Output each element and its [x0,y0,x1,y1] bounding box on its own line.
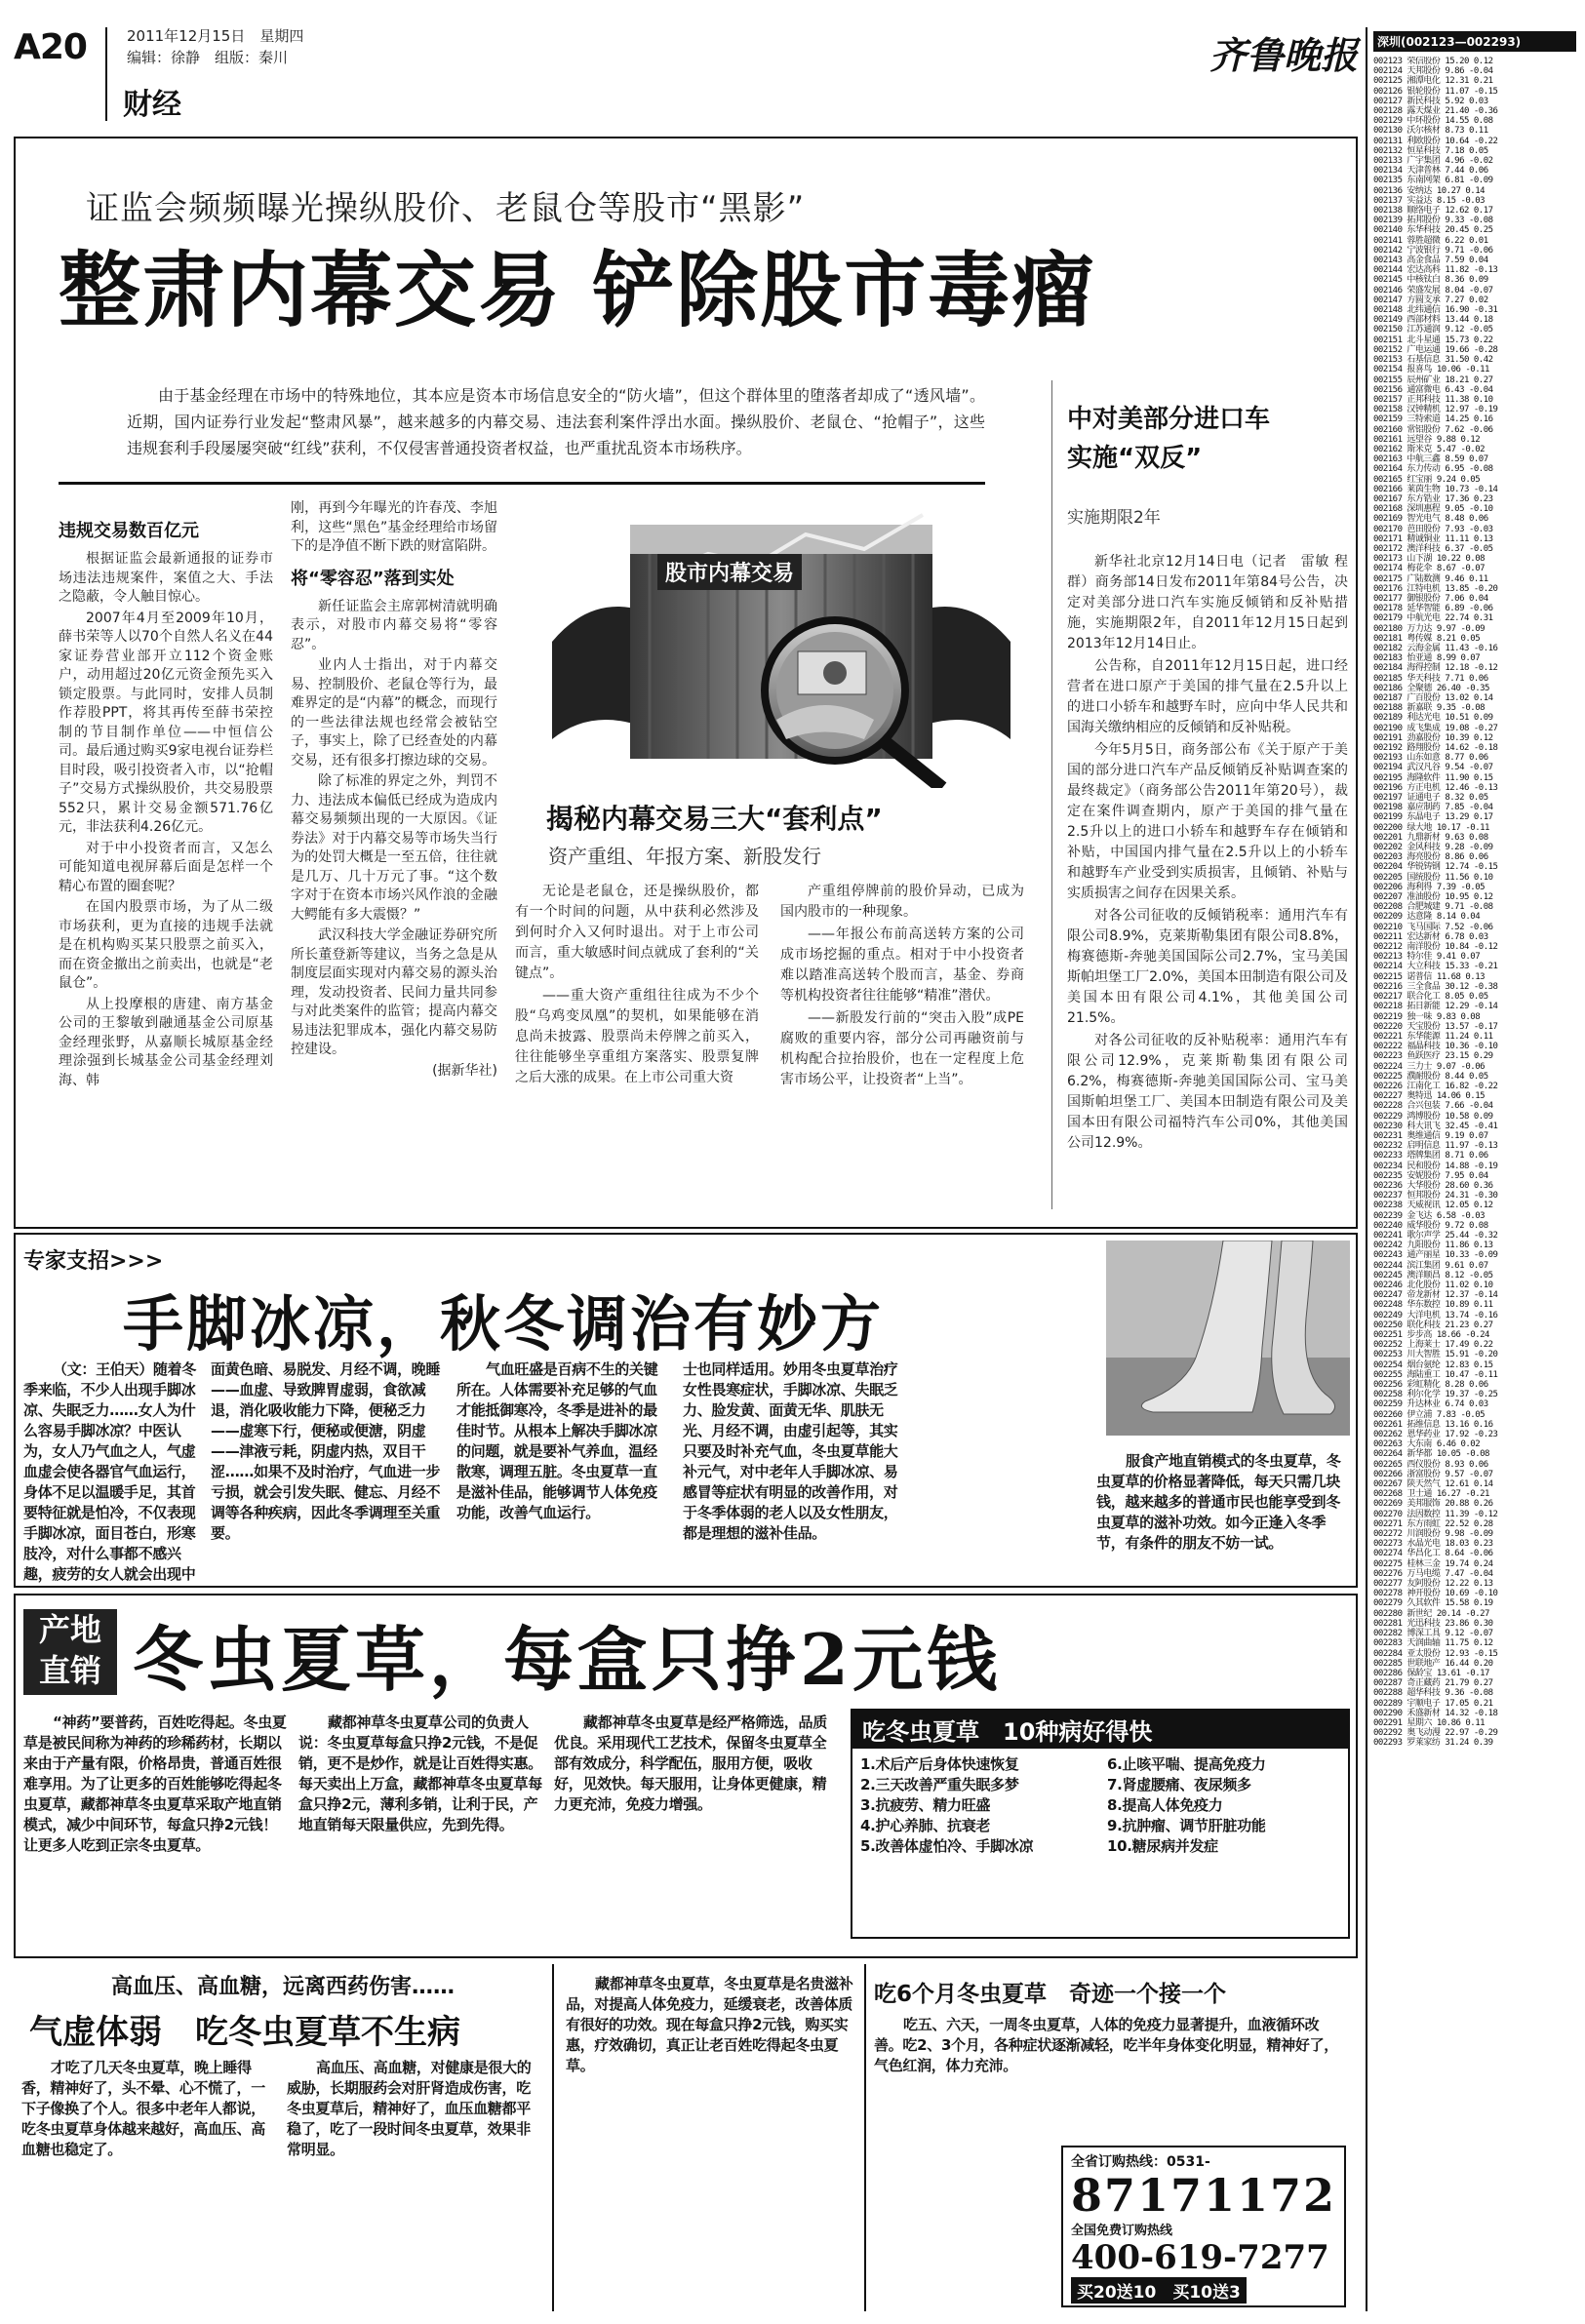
tag-line-1: 产地 [38,1611,101,1648]
stock-row: 002123 荣信股份 15.20 0.12 [1373,57,1493,66]
stock-table [1373,57,1573,2309]
stock-row: 002285 世联地产 16.44 0.20 [1373,1658,1493,1669]
stock-row: 002127 新民科技 5.92 0.03 [1373,96,1488,106]
stock-row: 002210 飞马国际 7.52 -0.06 [1373,922,1493,932]
stock-table-header: 深圳(002123—002293) [1373,31,1576,52]
ad2-col-c [554,1713,837,1815]
stock-row: 002224 三力士 9.07 -0.06 [1373,1061,1486,1072]
stock-row: 002138 顺络电子 12.62 0.17 [1373,206,1493,217]
stock-row: 002219 独一味 9.83 0.08 [1373,1011,1481,1022]
stock-row: 002157 正邦科技 11.38 0.10 [1373,394,1493,405]
stock-row: 002281 光迅科技 23.86 0.30 [1373,1618,1493,1629]
bottom-left-headline: 气虚体弱 吃冬虫夏草不生病 [29,2013,460,2052]
stock-row: 002270 法因数控 11.39 -0.12 [1373,1509,1498,1519]
stock-row: 002216 三全食品 30.12 -0.38 [1373,981,1498,992]
stock-row: 002260 伊立浦 7.83 -0.05 [1373,1409,1486,1420]
stock-row: 002200 绿大地 10.17 -0.11 [1373,822,1489,833]
ad1-col-b [211,1359,445,1544]
paragraph: 士也同样适用。妙用冬虫夏草治疗女性畏寒症状，手脚冰凉、失眠乏力、脸发黄、面黄无华、肌肤无光、月经不调，由虚引起等，其实只要及时补充气血，冬虫夏草能大补元气，对中老年人手脚冰凉、易感冒等症状有明显的改善作用，对于冬季体弱的老人以及女性朋友，都是理想的滋补佳品。 [683,1360,898,1542]
col2-body-b [291,598,497,1082]
weekday: 星期四 [259,27,304,45]
section-title: 财经 [123,88,181,122]
stock-row: 002255 海陆重工 10.47 -0.11 [1373,1369,1498,1380]
stock-row: 002240 威华股份 9.72 0.08 [1373,1220,1488,1231]
stock-row: 002273 水晶光电 18.03 0.23 [1373,1539,1493,1550]
illustration-sign: 股市内幕交易 [657,554,802,590]
stock-row: 002277 友阿股份 12.22 0.13 [1373,1579,1493,1590]
order-label: 全国免费订购热线 [1071,2224,1173,2238]
stock-row: 002211 宏达新材 6.78 0.03 [1373,931,1488,942]
stock-row: 002137 实益达 8.15 -0.03 [1373,195,1486,206]
ad2-frame [14,1594,1358,1958]
stock-row: 002286 保龄宝 13.61 -0.17 [1373,1668,1489,1678]
paragraph: 气血旺盛是百病不生的关键所在。人体需要补充足够的气血才能抵御寒冷，冬季是进补的最佳时节。从根本上解决手脚冰凉的问题，就是要补气养血，温经散寒，调理五脏。冬虫夏草一直是滋补佳品，能够调节人体免疫功能，改善气血运行。 [456,1360,658,1521]
bottom-right-title: 吃6个月冬虫夏草 奇迹一个接一个 [874,1982,1227,2007]
bottom-middle-text [566,1974,854,2076]
stock-row: 002230 科大讯飞 32.45 -0.41 [1373,1121,1498,1131]
stock-row: 002209 达意隆 8.14 0.04 [1373,912,1481,923]
benefit-item: 4.护心养肺、抗衰老 [860,1817,991,1834]
stock-row: 002269 美邦服饰 20.88 0.26 [1373,1499,1493,1510]
stock-row: 002215 诺普信 11.68 0.13 [1373,971,1486,982]
stock-row: 002155 辰州矿业 18.21 0.27 [1373,374,1493,385]
stock-row: 002145 中核钛白 8.36 0.09 [1373,275,1488,286]
stock-row: 002181 粤传媒 8.21 0.05 [1373,633,1481,644]
paragraph: 对各公司征收的反补贴税率：通用汽车有限公司12.9%，克莱斯勒集团有限公司6.2%，梅赛德斯-奔驰美国国际公司、宝马美国斯帕坦堡工厂、美国本田制造有限公司及美国本田有限公司福特汽车公司0%，其他美国公司12.9%。 [1067,1033,1348,1151]
paragraph: ——年报公布前高送转方案的公司成市场挖掘的重点。相对于中小投资者难以踏准高送转个股而言，基金、券商等机构投资者往往能够“精准”潜伏。 [780,926,1024,1004]
ad2-col-a [23,1713,287,1856]
stock-row: 002217 联合化工 8.05 0.05 [1373,992,1488,1003]
stock-row: 002130 沃尔核材 8.73 0.11 [1373,126,1488,137]
paragraph: ——重大资产重组往往成为不少个股“乌鸡变凤凰”的契机，如果能够在消息尚未披露、股票尚未停牌之前买入，往往能够坐享重组方案落实、股票复牌之后大涨的成果。在上市公司重大资 [515,988,759,1085]
stock-row: 002159 三特索道 14.25 0.16 [1373,414,1493,425]
ad1-col-d [683,1359,907,1544]
paragraph: 对各公司征收的反倾销税率：通用汽车有限公司8.9%，克莱斯勒集团有限公司8.8%，梅赛德斯-奔驰美国国际公司2.7%，宝马美国斯帕坦堡工厂2.0%，美国本田制造有限公司及美国本田有限公司4.1%，其他美国公司21.5%。 [1067,908,1348,1026]
stock-row: 002229 鸿博股份 10.58 0.09 [1373,1111,1493,1122]
stock-row: 002134 天津普林 7.44 0.06 [1373,166,1488,177]
brief-title-line-2: 实施“双反” [1067,444,1203,473]
date: 2011年12月15日 [127,27,246,45]
stock-row: 002133 广宇集团 4.96 -0.02 [1373,156,1493,167]
ad1-tag: 专家支招>>> [23,1249,164,1274]
benefit-item: 9.抗肿瘤、调节肝脏功能 [1107,1817,1266,1834]
stock-row: 002256 彩虹精化 8.28 0.06 [1373,1380,1488,1391]
stock-row: 002259 升达林业 6.74 0.03 [1373,1399,1488,1410]
paragraph: ——新股发行前的“突击入股”成PE腐败的重要内容，部分公司再融资前与机构配合拉抬股价，也在一定程度上危害市场公平，让投资者“上当”。 [780,1010,1024,1087]
paragraph: 除了标准的界定之外，判罚不力、违法成本偏低已经成为造成内幕交易频频出现的一大原因。《证券法》对于内幕交易等市场失当行为的处罚大概是一至五倍，往往就是几万、几十万元了事。“这个数字对于在资本市场兴风作浪的金融大鳄能有多大震慑？” [291,773,497,923]
ad2-col-b [298,1713,542,1835]
stock-row: 002180 万力达 9.97 -0.09 [1373,623,1486,634]
col1-subhead: 违规交易数百亿元 [59,521,199,541]
stock-row: 002268 卫士通 16.27 -0.21 [1373,1489,1489,1500]
stock-row: 002208 合肥城建 9.71 -0.08 [1373,902,1493,913]
ad-text: 随着冬季来临，不少人出现手脚冰凉、失眠乏力……女人为什么容易手脚冰凉？中医认为，女人乃气血之人，气虚血虚会使各器官气血运行，身体不足以温暖手足，其首要特征就是怕冷，不仅表现手脚冰凉，面目苍白，形寒肢冷，对什么事都不感兴趣，疲劳的女人就会出现中 [23,1360,197,1583]
paragraph: 武汉科技大学金融证券研究所所长董登新等建议，当务之急是从制度层面实现对内幕交易的源头治理，发动投资者、民间力量共同参与对此类案件的监管；提高内幕交易违法犯罪成本，强化内幕交易防控建设。 [291,927,497,1057]
stock-row: 002292 奥飞动漫 22.97 -0.29 [1373,1728,1498,1739]
main-kicker: 证监会频频曝光操纵股价、老鼠仓等股市“黑影” [86,189,806,228]
stock-row: 002276 万马电缆 7.47 -0.04 [1373,1568,1493,1579]
stock-row: 002205 国统股份 11.56 0.10 [1373,872,1493,883]
benefit-list [852,1749,1348,1863]
paragraph: 服食产地直销模式的冬虫夏草，冬虫夏草的价格显著降低，每天只需几块钱，越来越多的普通市民也能享受到冬虫夏草的滋补功效。如今正逢入冬季节，有条件的朋友不妨一试。 [1096,1452,1341,1552]
stock-row: 002182 云海金属 11.43 -0.16 [1373,643,1498,653]
stock-row: 002124 天邦股份 9.86 -0.04 [1373,66,1493,77]
stock-row: 002236 大华股份 28.60 0.36 [1373,1180,1493,1191]
stock-row: 002244 滨江集团 9.61 0.07 [1373,1260,1488,1271]
stock-row: 002190 成飞集成 19.08 -0.27 [1373,723,1498,733]
paragraph: 对于中小投资者而言，又怎么可能知道电视屏幕后面是怎样一个精心布置的圈套呢？ [59,840,273,894]
stock-row: 002279 久其软件 15.58 0.19 [1373,1598,1493,1609]
sidebar-subtitle: 资产重组、年报方案、新股发行 [548,845,821,868]
ad2-headline: 冬虫夏草，每盒只挣2元钱 [133,1618,1002,1701]
benefit-item: 6.止咳平喘、提高免疫力 [1107,1755,1266,1773]
stock-row: 002150 江苏通润 9.12 -0.05 [1373,325,1493,335]
stock-row: 002249 大洋电机 13.74 -0.16 [1373,1310,1498,1320]
stock-row: 002169 智光电气 8.48 0.06 [1373,514,1488,525]
stock-row: 002231 奥维通信 9.19 0.07 [1373,1130,1488,1141]
stock-row: 002195 海隆软件 11.90 0.15 [1373,772,1493,783]
stock-row: 002141 蓉胜超微 6.22 0.01 [1373,235,1488,246]
paragraph: 新华社北京12月14日电（记者 雷敏 程群）商务部14日发布2011年第84号公告，决定对美部分进口汽车实施反倾销和反补贴措施，实施期限2年，自2011年12月15日起到2013年12月14日止。 [1067,554,1348,651]
stock-row: 002234 民和股份 14.88 -0.19 [1373,1161,1498,1171]
stock-row: 002186 全聚德 26.40 -0.35 [1373,683,1489,693]
stock-row: 002253 川大智胜 15.91 -0.20 [1373,1350,1498,1360]
stock-row: 002167 东方锆业 17.36 0.23 [1373,493,1493,504]
benefit-item: 8.提高人体免疫力 [1107,1796,1223,1814]
header-divider-vertical [105,27,107,121]
sidebar-col-1 [515,882,759,1090]
stock-row: 002147 方圆支承 7.27 0.02 [1373,295,1488,305]
stock-row: 002282 博深工具 9.12 -0.07 [1373,1629,1493,1639]
stock-row: 002278 神开股份 10.69 -0.10 [1373,1589,1498,1599]
ad2-tag [23,1609,117,1695]
stock-row: 002246 北化股份 11.02 0.10 [1373,1280,1493,1290]
stock-row: 002280 新世纪 20.14 -0.27 [1373,1608,1489,1619]
phone-number-free[interactable]: 400-619-7277 [1071,2238,1329,2277]
stock-row: 002135 东南网架 6.81 -0.09 [1373,176,1493,186]
paragraph: 从上投摩根的唐建、南方基金公司的王黎敏到融通基金公司原基金经理张野，从嘉顺长城原基金经理涂强到长城基金公司基金经理刘海、韩 [59,996,273,1088]
stock-row: 002291 星期六 10.86 0.11 [1373,1717,1486,1728]
benefit-item: 10.糖尿病并发症 [1107,1837,1218,1855]
stock-row: 002125 湘潭电化 12.31 0.21 [1373,76,1493,87]
stock-row: 002290 禾盛新材 14.32 -0.18 [1373,1708,1498,1718]
stock-row: 002194 武汉凡谷 9.54 -0.07 [1373,763,1493,773]
paragraph: 高血压、高血糖，对健康是很大的威胁，长期服药会对肝肾造成伤害，吃冬虫夏草后，精神好了，血压血糖都平稳了，吃了一段时间冬虫夏草，效果非常明显。 [287,2059,532,2158]
paragraph: 在国内股票市场，为了从二级市场获利，更为直接的违规手法就是在机构购买某只股票之前买入，而在资金撤出之前卖出，也就是“老鼠仓”。 [59,899,273,991]
stock-row: 002204 华锐铸钢 12.74 -0.15 [1373,862,1498,873]
stock-row: 002158 汉钟精机 12.97 -0.19 [1373,405,1498,415]
paragraph: 面黄色暗、易脱发、月经不调，晚睡——血虚、导致脾胃虚弱，食欲减退，消化吸收能力下降，便秘乏力——虚寒下行，便秘或便溏，阴虚——津液亏耗，阴虚内热，双目干涩……如果不及时治疗，气血进一步亏损，就会引发失眠、健忘、月经不调等各种疾病，因此冬季调理至关重要。 [211,1360,441,1542]
stock-row: 002213 特尔佳 9.41 0.07 [1373,952,1481,963]
paragraph: 无论是老鼠仓，还是操纵股价，都有一个时间的问题，从中获利必然涉及到何时介入又何时退出。对于上市公司而言，重大敏感时间点就成了套利的“关键点”。 [515,884,759,981]
benefit-box-title: 吃冬虫夏草 10种病好得快 [852,1711,1348,1749]
stock-row: 002287 奇正藏药 21.79 0.27 [1373,1678,1493,1689]
sidebar-col-2 [780,882,1024,1092]
stock-row: 002197 证通电子 8.32 0.05 [1373,793,1488,804]
stock-row: 002250 联化科技 21.23 0.27 [1373,1320,1493,1330]
stock-row: 002171 精诚铜业 11.11 0.13 [1373,533,1493,544]
col1-body [59,550,273,1090]
stock-row: 002142 宁波银行 9.71 -0.06 [1373,245,1493,256]
paragraph: 今年5月5日，商务部公布《关于原产于美国的部分进口汽车产品反倾销反补贴调查案的最终裁定》（商务部公告2011年第20号），裁定在案件调查期内，原产于美国的排气量在2.5升以上的进口小轿车和越野车存在倾销和补贴，中国国内排气量在2.5升以上的小轿车和越野车产业受到实质损害，且倾销、补贴与实质损害之间存在因果关系。 [1067,742,1348,901]
paragraph: “神药”要普药，百姓吃得起。冬虫夏草是被民间称为神药的珍稀药材，长期以来由于产量有限，价格昂贵，普通百姓很难享用。为了让更多的百姓能够吃得起冬虫夏草，藏都神草冬虫夏草采取产地直销模式，减少中间环节，每盒只挣2元钱！让更多人吃到正宗冬虫夏草。 [23,1713,287,1854]
bottom-left-col-a [21,2058,275,2160]
stock-row: 002265 西仪股份 8.93 0.06 [1373,1459,1488,1470]
column-1 [59,517,273,1092]
paragraph: 根据证监会最新通报的证券市场违法违规案件，案值之大、手法之隐蔽，令人触目惊心。 [59,551,273,605]
lead-paragraph: 由于基金经理在市场中的特殊地位，其本应是资本市场信息安全的“防火墙”，但这个群体里的堕落者却成了“透风墙”。近期，国内证券行业发起“整肃风暴”，越来越多的内幕交易、违法套利案件浮出水面。操纵股价、老鼠仓、“抢帽子”，这些违规套利手段屡屡突破“红线”获利，不仅侵害普通投资者权益，也严重扰乱资本市场秩序。 [127,386,985,457]
stock-row: 002176 江特电机 13.85 -0.20 [1373,583,1498,594]
stock-row: 002136 安纳达 10.27 0.14 [1373,185,1486,196]
paper-name: 齐鲁晚报 [1209,33,1359,77]
paragraph: 产重组停牌前的股价异动，已成为国内股市的一种现象。 [780,884,1024,920]
lead-rule [59,482,985,485]
stock-row: 002146 荣盛发展 8.04 -0.07 [1373,285,1493,295]
stock-row: 002284 亚太股份 12.93 -0.15 [1373,1648,1498,1659]
stock-row: 002174 梅花伞 8.67 -0.07 [1373,564,1486,574]
stock-row: 002188 新嘉联 9.35 -0.08 [1373,703,1486,714]
paragraph: 藏都神草冬虫夏草，冬虫夏草是名贵滋补品，对提高人体免疫力，延缓衰老，改善体质有很好的功效。现在每盒只挣2元钱，购买实惠，疗效确切，真正让老百姓吃得起冬虫夏草。 [566,1975,853,2074]
stock-row: 002222 福晶科技 10.36 -0.10 [1373,1042,1498,1052]
paragraph: 新任证监会主席郭树清就明确表示，对股市内幕交易将“零容忍”。 [291,598,497,652]
stock-row: 002184 海得控制 12.18 -0.12 [1373,663,1498,674]
brief-divider [1051,380,1052,1209]
stock-row: 002207 准油股份 10.95 0.12 [1373,892,1493,903]
stock-row: 002163 中航三鑫 8.59 0.07 [1373,454,1488,465]
stock-row: 002251 步步高 18.66 -0.24 [1373,1330,1489,1340]
bottom-left-kicker: 高血压、高血糖，远离西药伤害…… [111,1975,456,1999]
stock-row: 002271 东方雨虹 22.52 0.28 [1373,1518,1493,1529]
col2-body-a [291,499,497,557]
stock-row: 002233 塔牌集团 8.71 0.06 [1373,1151,1488,1162]
stock-row: 002153 石基信息 31.50 0.42 [1373,355,1493,366]
byline: （文：王伯天） [53,1360,153,1378]
phone-number-local[interactable]: 87171172 [1071,2169,1337,2222]
stock-row: 002274 华昌化工 8.64 -0.06 [1373,1549,1493,1559]
stock-row: 002225 濮耐股份 8.44 0.05 [1373,1071,1488,1082]
stock-row: 002245 澳洋顺昌 8.12 -0.05 [1373,1270,1493,1280]
stock-row: 002177 御银股份 7.06 0.04 [1373,593,1488,604]
stock-row: 002266 浙富股份 9.57 -0.07 [1373,1469,1493,1479]
stock-row: 002198 嘉应制药 7.85 -0.04 [1373,803,1493,813]
stock-row: 002196 方正电机 12.46 -0.13 [1373,782,1498,793]
stock-row: 002218 拓日新能 12.29 -0.14 [1373,1002,1498,1012]
stock-row: 002160 常铝股份 7.62 -0.06 [1373,424,1493,435]
brief-subtitle: 实施期限2年 [1067,508,1161,528]
stock-row: 002162 斯米克 5.47 -0.02 [1373,444,1486,454]
col2-subhead: 将“零容忍”落到实处 [291,568,455,589]
benefit-item: 3.抗疲劳、精力旺盛 [860,1796,991,1814]
ad1-feet-photo [1106,1241,1350,1436]
ad1-col-e [1096,1451,1348,1554]
bottom-right-text [874,2015,1342,2076]
stock-row: 002248 华东数控 10.89 0.11 [1373,1300,1493,1311]
stock-row: 002283 天润曲轴 11.75 0.12 [1373,1638,1493,1649]
stock-row: 002237 恒邦股份 24.31 -0.30 [1373,1191,1498,1201]
tag-line-2: 直销 [38,1652,101,1689]
brief-title [1067,400,1270,478]
paragraph: 公告称，自2011年12月15日起，进口经营者在进口原产于美国的排气量在2.5升以上的进口小轿车和越野车时，应向中华人民共和国海关缴纳相应的反倾销和反补贴税。 [1067,658,1348,735]
paragraph: 刚，再到今年曝光的许春茂、李旭利，这些“黑色”基金经理给市场留下的是净值不断下跌的财富陷阱。 [291,500,497,554]
bottom-divider-1 [552,1964,554,2311]
stock-row: 002261 拓维信息 13.16 0.16 [1373,1419,1493,1430]
stock-row: 002221 东华能源 11.24 0.11 [1373,1031,1493,1042]
stock-row: 002189 利达光电 10.51 0.09 [1373,713,1493,724]
stock-row: 002149 西部材料 13.44 0.18 [1373,315,1493,326]
stock-row: 002252 上海莱士 17.49 0.22 [1373,1340,1493,1351]
paragraph: 才吃了几天冬虫夏草，晚上睡得香，精神好了，头不晕、心不慌了，一下子像换了个人。很多中老年人都说，吃冬虫夏草身体越来越好，高血压、高血糖也稳定了。 [21,2059,265,2158]
hotline-label: 全省订购热线：0531- [1071,2154,1210,2170]
stock-row: 002239 金飞达 6.58 -0.03 [1373,1210,1486,1221]
paragraph: 吃五、六天，一周冬虫夏草，人体的免疫力显著提升，血液循环改善。吃2、3个月，各种症状逐渐减轻，吃半年身体变化明显，精神好了，气色红润，体力充沛。 [874,2016,1338,2074]
benefit-item: 1.术后产后身体快速恢复 [860,1755,1019,1773]
ad1-frame [14,1233,1358,1588]
stock-row: 002132 恒星科技 7.18 0.05 [1373,145,1488,156]
stock-row: 002144 宏达高科 11.82 -0.13 [1373,265,1498,276]
stock-row: 002272 川润股份 9.98 -0.09 [1373,1529,1493,1540]
bottom-divider-2 [864,1964,866,2311]
stock-row: 002193 山东如意 8.77 0.06 [1373,753,1488,764]
stock-row: 002166 莱茵生物 10.73 -0.14 [1373,484,1498,494]
stock-row: 002129 中环股份 14.55 0.08 [1373,116,1493,127]
bottom-section [14,1964,1358,2311]
paragraph: 2007年4月至2009年10月，薛书荣等人以70个自然人名义在44家证券营业部开立112个资金账户，动用超过20亿元资金预先买入锁定股票。与此同时，安排人员制作荐股PPT，将其再传至薛书荣控制的节目制作单位——中恒信公司。最后通过购买9家电视台证券栏目时段，吸引投资者入市，以“抢帽子”交易方式操纵股价，共交易股票552只，累计交易金额571.76亿元，非法获利4.26亿元。 [59,610,273,835]
stock-row: 002232 启明信息 11.97 -0.13 [1373,1141,1498,1152]
stock-row: 002201 九鼎新材 9.63 0.08 [1373,832,1488,843]
order-hotline-box [1061,2146,1346,2307]
stock-row: 002151 北斗星通 15.73 0.22 [1373,335,1493,345]
stock-row: 002214 大立科技 15.33 -0.21 [1373,962,1498,972]
paragraph: 业内人士指出，对于内幕交易、控制股价、老鼠仓等行为，最难界定的是“内幕”的概念，而现行的一些法律法规也经常会被钻空子，事实上，除了已经查处的内幕交易，还有很多打擦边球的交易。 [291,657,497,768]
stock-row: 002206 海利得 7.39 -0.05 [1373,882,1486,892]
stock-row: 002258 利尔化学 19.37 -0.25 [1373,1390,1498,1400]
stock-row: 002241 歌尔声学 25.44 -0.32 [1373,1230,1498,1241]
stock-row: 002288 超华科技 9.36 -0.08 [1373,1688,1493,1699]
paragraph: 藏都神草冬虫夏草是经严格筛选，品质优良。采用现代工艺技术，保留冬虫夏草全部有效成分，科学配伍，服用方便，吸收好，见效快。每天服用，让身体更健康，精力更充沛，免疫力增强。 [554,1713,827,1813]
feet-photo-graphic [1106,1241,1350,1436]
stock-row: 002131 利欧股份 10.64 -0.22 [1373,136,1498,146]
stock-row: 002178 延华智能 6.89 -0.06 [1373,604,1493,614]
page-number: A20 [14,27,87,67]
stock-row: 002156 通富微电 6.43 -0.04 [1373,384,1493,395]
stock-row: 002212 南洋股份 10.84 -0.12 [1373,942,1498,953]
paragraph [23,1359,199,1588]
stock-row: 002247 帝龙新材 12.37 -0.14 [1373,1290,1498,1301]
stock-row: 002228 合兴包装 7.66 -0.04 [1373,1101,1493,1112]
bottom-left-col-b [287,2058,540,2160]
stock-row: 002289 宇顺电子 17.05 0.21 [1373,1698,1493,1709]
paragraph: 藏都神草冬虫夏草公司的负责人说：冬虫夏草每盒只挣2元钱，不是促销，更不是炒作，就是让百姓得实惠。每天卖出上万盒，藏都神草冬虫夏草每盒只挣2元，薄利多销，让利于民，产地直销每天限量供应，先到先得。 [298,1713,542,1833]
stock-row: 002243 通产丽星 10.33 -0.09 [1373,1250,1498,1261]
stock-row: 002183 怡亚通 8.99 0.07 [1373,653,1481,664]
sidebar-title: 揭秘内幕交易三大“套利点” [546,803,883,835]
stock-row: 002140 东华科技 20.45 0.25 [1373,225,1493,236]
stock-row: 002227 奥特迅 14.06 0.15 [1373,1091,1486,1102]
ad1-headline: 手脚冰凉，秋冬调治有妙方 [123,1288,885,1359]
stock-row: 002254 烟台氨纶 12.83 0.15 [1373,1359,1493,1370]
stock-row: 002202 金风科技 9.28 -0.09 [1373,843,1493,853]
illustration-graphic [542,495,1020,788]
stock-row: 002238 天威视讯 12.05 0.12 [1373,1201,1493,1211]
stock-row: 002172 澳洋科技 6.37 -0.05 [1373,543,1493,554]
stock-row: 002275 桂林三金 19.74 0.24 [1373,1558,1493,1569]
benefit-item: 7.肾虚腰痛、夜尿频多 [1107,1776,1251,1793]
stock-row: 002128 露天煤业 21.40 -0.36 [1373,106,1498,117]
source: (据新华社) [432,1062,497,1079]
stock-row: 002203 海亮股份 8.86 0.06 [1373,852,1488,863]
stock-row: 002293 罗莱家纺 31.24 0.39 [1373,1738,1493,1749]
stock-row: 002220 天宝股份 13.57 -0.17 [1373,1021,1498,1032]
stock-row: 002185 华天科技 7.71 0.06 [1373,673,1488,684]
brief-title-line-1: 中对美部分进口车 [1067,405,1271,434]
stock-row: 002192 路翔股份 14.62 -0.18 [1373,743,1498,754]
stock-row: 002173 山下湖 10.22 0.08 [1373,554,1486,565]
benefit-item: 5.改善体虚怕冷、手脚冰凉 [860,1837,1034,1855]
column-2 [291,499,497,1083]
stock-row: 002170 芭田股份 7.93 -0.03 [1373,524,1493,534]
editor-line: 编辑：徐静 组版：秦川 [127,49,289,66]
stock-row: 002191 劲嘉股份 10.39 0.12 [1373,732,1493,743]
stock-row: 002143 高金食品 7.59 0.04 [1373,256,1488,266]
stock-row: 002168 深圳惠程 9.05 -0.10 [1373,504,1493,515]
benefit-item: 2.三天改善严重失眠多梦 [860,1776,1019,1793]
stock-row: 002264 新华都 10.05 -0.08 [1373,1449,1489,1460]
stock-strip-border [1366,27,1367,2311]
stock-row: 002165 红宝丽 9.24 0.05 [1373,474,1481,485]
main-lead [127,382,985,463]
stock-row: 002164 东力传动 6.95 -0.08 [1373,464,1493,475]
stock-row: 002263 大东南 6.46 0.02 [1373,1439,1481,1450]
stock-row: 002262 恩华药业 17.92 -0.23 [1373,1430,1498,1440]
stock-row: 002152 广电运通 19.66 -0.28 [1373,344,1498,355]
stock-row: 002126 银轮股份 11.07 -0.15 [1373,86,1498,97]
stock-row: 002226 江南化工 16.82 -0.22 [1373,1081,1498,1091]
insider-trading-illustration [542,495,1020,788]
stock-row: 002187 广百股份 13.02 0.14 [1373,693,1493,703]
ad1-col-a [23,1359,199,1588]
main-headline: 整肃内幕交易 铲除股市毒瘤 [59,243,1096,338]
stock-row: 002179 中航光电 22.74 0.31 [1373,613,1493,624]
promo-text: 买20送10 买10送3 [1071,2277,1247,2304]
stock-row: 002161 远望谷 9.88 0.12 [1373,434,1481,445]
stock-row: 002199 东晶电子 13.29 0.17 [1373,812,1493,823]
stock-row: 002175 广陆数测 9.46 0.11 [1373,573,1488,584]
stock-row: 002235 安妮股份 7.95 0.04 [1373,1170,1488,1181]
brief-body [1067,552,1348,1156]
stock-row: 002242 九阳股份 11.86 0.13 [1373,1241,1493,1251]
stock-row: 002154 报喜鸟 10.06 -0.11 [1373,365,1489,375]
ad1-col-c [456,1359,671,1523]
stock-row: 002223 鱼跃医疗 23.15 0.29 [1373,1051,1493,1062]
ad2-benefit-box [851,1709,1350,1939]
stock-row: 002267 陕天然气 12.61 0.14 [1373,1479,1493,1490]
stock-row: 002148 北纬通信 16.90 -0.31 [1373,305,1498,316]
issue-date [127,25,303,46]
stock-row: 002139 拓邦股份 9.33 -0.08 [1373,216,1493,226]
